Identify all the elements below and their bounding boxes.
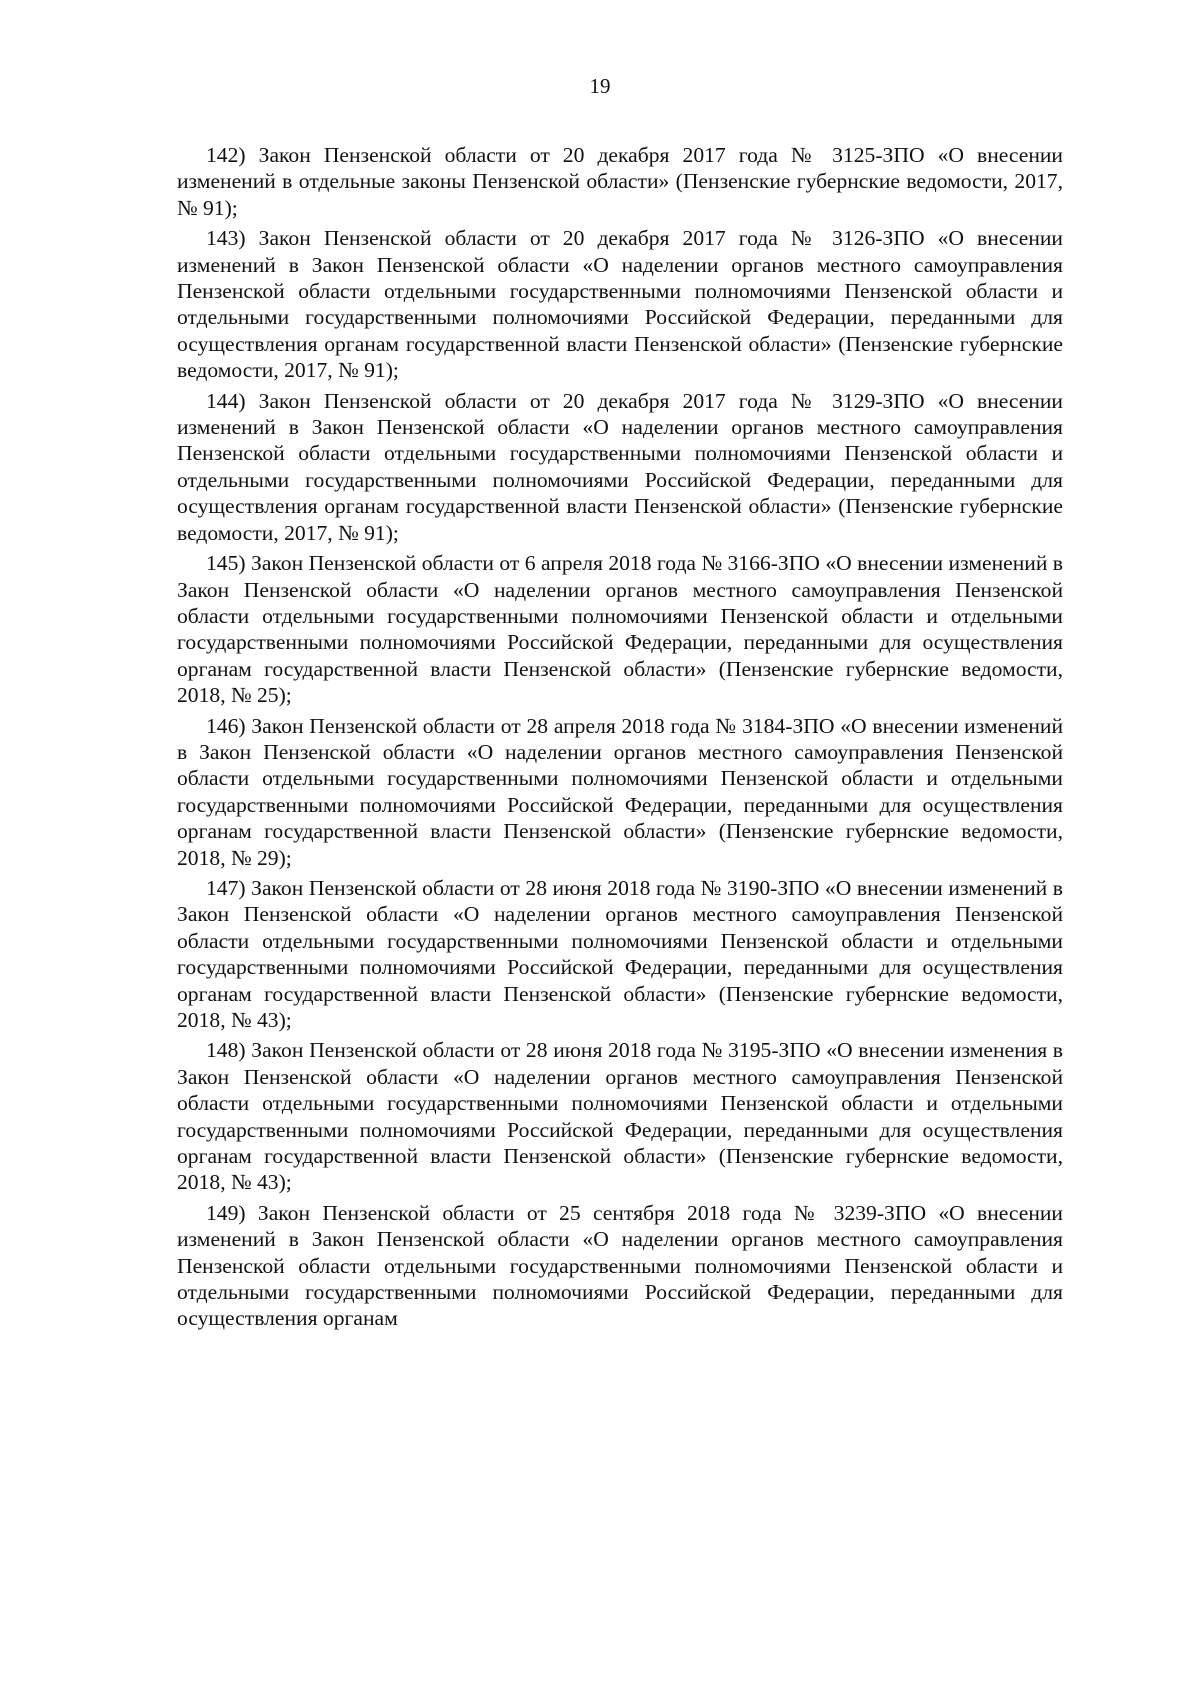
- list-item: 147) Закон Пензенской области от 28 июня 2018 года № 3190-ЗПО «О внесении изменений в Закон Пензенской области «О наделении органов местного самоуправления Пензенской области отдельными государственными полномочиями Пензенской области и отдельными государственными полномочиями Российской Федерации, переданными для осуществления органам государственной власти Пензенской области» (Пензенские губернские ведомости, 2018, № 43);: [177, 875, 1063, 1032]
- page-number: 19: [589, 74, 611, 98]
- list-item: 149) Закон Пензенской области от 25 сентября 2018 года № 3239-ЗПО «О внесении изменений в Закон Пензенской области «О наделении органов местного самоуправления Пензенской области отдельными государственными полномочиями Пензенской области и отдельными государственными полномочиями Российской Федерации, переданными для осуществления органам: [177, 1200, 1063, 1331]
- law-list: [177, 142, 1063, 1336]
- list-item: 143) Закон Пензенской области от 20 декабря 2017 года № 3126-ЗПО «О внесении изменений в Закон Пензенской области «О наделении органов местного самоуправления Пензенской области отдельными государственными полномочиями Пензенской области и отдельными государственными полномочиями Российской Федерации, переданными для осуществления органам государственной власти Пензенской области» (Пензенские губернские ведомости, 2017, № 91);: [177, 226, 1063, 383]
- list-item: 144) Закон Пензенской области от 20 декабря 2017 года № 3129-ЗПО «О внесении изменений в Закон Пензенской области «О наделении органов местного самоуправления Пензенской области отдельными государственными полномочиями Пензенской области и отдельными государственными полномочиями Российской Федерации, переданными для осуществления органам государственной власти Пензенской области» (Пензенские губернские ведомости, 2017, № 91);: [177, 388, 1063, 545]
- list-item: 146) Закон Пензенской области от 28 апреля 2018 года № 3184-ЗПО «О внесении изменений в Закон Пензенской области «О наделении органов местного самоуправления Пензенской области отдельными государственными полномочиями Пензенской области и отдельными государственными полномочиями Российской Федерации, переданными для осуществления органам государственной власти Пензенской области» (Пензенские губернские ведомости, 2018, № 29);: [177, 713, 1063, 870]
- list-item: 145) Закон Пензенской области от 6 апреля 2018 года № 3166-ЗПО «О внесении изменений в Закон Пензенской области «О наделении органов местного самоуправления Пензенской области отдельными государственными полномочиями Пензенской области и отдельными государственными полномочиями Российской Федерации, переданными для осуществления органам государственной власти Пензенской области» (Пензенские губернские ведомости, 2018, № 25);: [177, 551, 1063, 708]
- list-item: 142) Закон Пензенской области от 20 декабря 2017 года № 3125-ЗПО «О внесении изменений в отдельные законы Пензенской области» (Пензенские губернские ведомости, 2017, № 91);: [177, 143, 1063, 220]
- list-item: 148) Закон Пензенской области от 28 июня 2018 года № 3195-ЗПО «О внесении изменения в Закон Пензенской области «О наделении органов местного самоуправления Пензенской области отдельными государственными полномочиями Пензенской области и отдельными государственными полномочиями Российской Федерации, переданными для осуществления органам государственной власти Пензенской области» (Пензенские губернские ведомости, 2018, № 43);: [177, 1038, 1063, 1195]
